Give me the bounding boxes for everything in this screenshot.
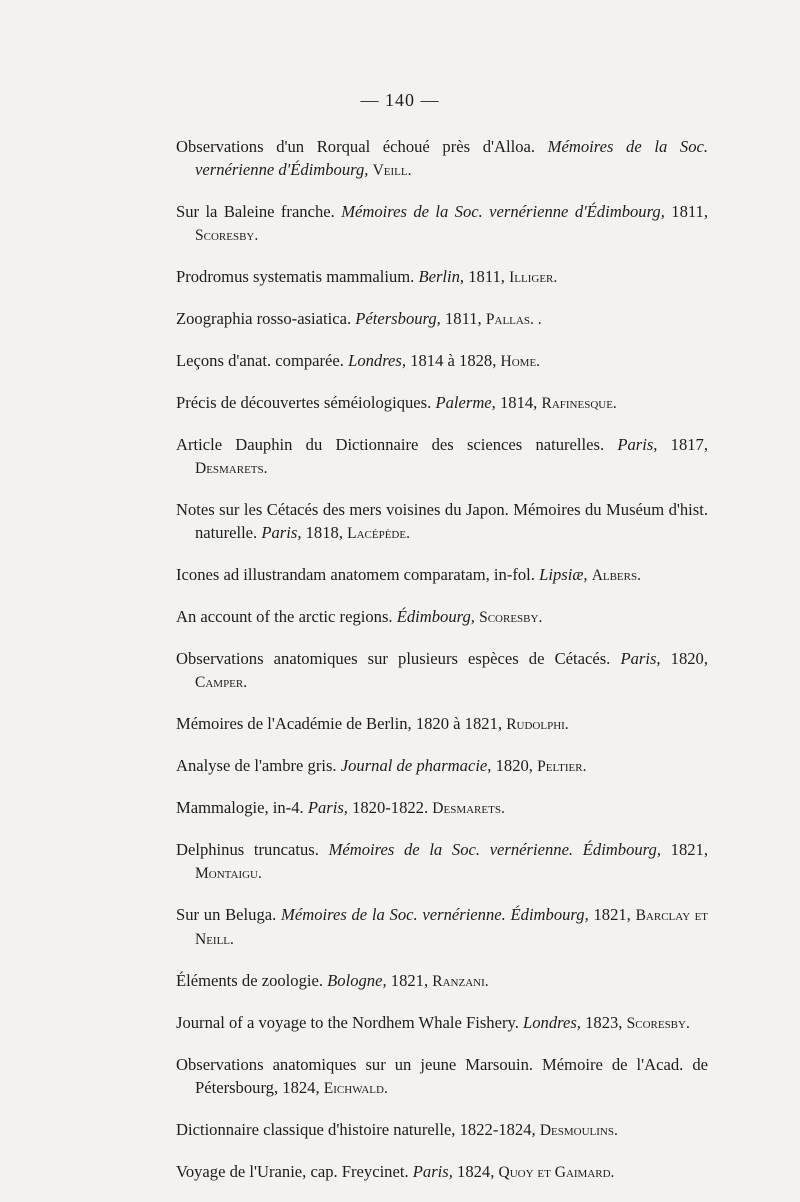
entry-author: Barclay et Neill.: [195, 906, 709, 948]
bibliography-entry: [176, 647, 708, 694]
entry-publication: Mémoires de la Soc. vernérienne. Édimbourg,: [281, 904, 589, 924]
entry-author: Peltier.: [537, 757, 587, 775]
entry-year: 1821,: [593, 904, 631, 924]
entry-publication: Palerme,: [435, 392, 496, 412]
entry-author: Eichwald.: [323, 1079, 388, 1097]
entry-author: Rafinesque.: [541, 394, 617, 412]
entry-publication: Pétersbourg,: [355, 308, 441, 328]
entry-publication: Mémoires de la Soc. vernérienne d'Édimbourg,: [195, 136, 708, 179]
entry-title: Analyse de l'ambre gris.: [176, 755, 337, 775]
entry-author: Scoresby.: [479, 608, 543, 626]
entry-title: An account of the arctic regions.: [176, 606, 393, 626]
entry-title: Observations d'un Rorqual échoué près d'Alloa.: [176, 136, 536, 156]
entry-author: Illiger.: [509, 268, 558, 286]
bibliography-entry: [176, 903, 708, 951]
entry-publication: Paris,: [617, 434, 658, 454]
entry-year: 1823,: [585, 1012, 623, 1032]
entry-publication: Londres,: [523, 1012, 581, 1032]
entry-publication: Berlin,: [418, 266, 465, 286]
entry-year: 1811,: [444, 308, 482, 328]
entry-title: Précis de découvertes séméiologiques.: [176, 392, 432, 412]
entry-author: Quoy et Gaimard.: [498, 1163, 615, 1181]
entry-year: 1814,: [499, 392, 538, 412]
bibliography-entry: [176, 712, 708, 736]
bibliography-entry: [176, 135, 708, 182]
entry-publication: Paris,: [412, 1161, 453, 1181]
entry-year: 1817,: [670, 434, 708, 454]
bibliography-entry: [176, 563, 708, 587]
entry-year: 1822-1824,: [459, 1119, 536, 1139]
entry-publication: Bologne,: [327, 970, 387, 990]
bibliography-entry: [176, 754, 708, 778]
entry-author: Home.: [500, 352, 541, 370]
bibliography-entry: [176, 1011, 708, 1035]
bibliography-entry: [176, 1118, 708, 1142]
entry-publication: Édimbourg,: [396, 606, 475, 626]
entry-author: Camper.: [195, 673, 248, 691]
entry-publication: Journal de pharmacie,: [340, 755, 492, 775]
entry-year: 1824,: [457, 1161, 495, 1181]
entry-title: Notes sur les Cétacés des mers voisines du Japon. Mémoires du Muséum d'hist. naturelle.: [176, 499, 708, 542]
entry-title: Observations anatomiques sur plusieurs espèces de Cétacés.: [176, 648, 611, 668]
entry-publication: Paris,: [261, 522, 302, 542]
entry-year: 1818,: [305, 522, 343, 542]
entry-author: Desmoulins.: [539, 1121, 618, 1139]
entry-year: 1820,: [670, 648, 708, 668]
entry-title: Sur un Beluga.: [176, 904, 277, 924]
entry-publication: Paris,: [620, 648, 661, 668]
entry-title: Article Dauphin du Dictionnaire des sciences naturelles.: [176, 434, 605, 454]
entry-title: Delphinus truncatus.: [176, 839, 319, 859]
entry-publication: Mémoires de la Soc. vernérienne. Édimbourg,: [328, 839, 661, 859]
entry-year: 1821,: [670, 839, 708, 859]
entry-title: Éléments de zoologie.: [176, 970, 323, 990]
bibliography-entry: [176, 265, 708, 289]
bibliography-entry: [176, 605, 708, 629]
entry-author: Ranzani.: [432, 972, 489, 990]
entry-title: Dictionnaire classique d'histoire naturelle,: [176, 1119, 456, 1139]
bibliography-entry: [176, 433, 708, 480]
bibliography-entry: [176, 969, 708, 993]
bibliography-entry: [176, 498, 708, 545]
bibliography-entry: [176, 349, 708, 373]
entry-title: Sur la Baleine franche.: [176, 201, 335, 221]
bibliography-entry: [176, 1053, 708, 1100]
entry-author: Albers.: [591, 566, 641, 584]
entry-author: Veill.: [372, 161, 412, 179]
entry-title: Leçons d'anat. comparée.: [176, 350, 344, 370]
entry-author: Montaigu.: [195, 864, 262, 882]
entry-author: Desmarets.: [195, 459, 268, 477]
entry-year: 1820,: [495, 755, 533, 775]
entry-publication: Londres,: [348, 350, 407, 370]
entry-author: Rudolphi.: [506, 715, 569, 733]
entry-year: 1811,: [671, 201, 709, 221]
entry-author: Scoresby.: [195, 226, 259, 244]
bibliography-entry: [176, 796, 708, 820]
entry-publication: Paris,: [307, 797, 348, 817]
bibliography-entry: [176, 307, 708, 331]
entry-title: Voyage de l'Uranie, cap. Freycinet.: [176, 1161, 409, 1181]
entry-title: Mammalogie, in-4.: [176, 797, 304, 817]
bibliography-entry: [176, 838, 708, 885]
entry-title: Observations anatomiques sur un jeune Marsouin. Mémoire de l'Acad. de Pétersbourg,: [176, 1054, 708, 1097]
bibliography-list: [176, 118, 708, 1202]
entry-year: 1811,: [468, 266, 505, 286]
entry-title: Icones ad illustrandam anatomem comparatam, in-fol.: [176, 564, 535, 584]
entry-title: Zoographia rosso-asiatica.: [176, 308, 352, 328]
entry-year: 1820-1822.: [352, 797, 429, 817]
entry-author: Lacépède.: [347, 524, 410, 542]
entry-publication: Mémoires de la Soc. vernérienne d'Édimbourg,: [341, 201, 665, 221]
page-number: — 140 —: [360, 90, 440, 110]
entry-author: Scoresby.: [626, 1014, 690, 1032]
entry-author: Pallas. .: [485, 310, 542, 328]
entry-title: Journal of a voyage to the Nordhem Whale Fishery.: [176, 1012, 519, 1032]
entry-year: 1824,: [282, 1077, 320, 1097]
bibliography-entry: [176, 200, 708, 247]
entry-title: Prodromus systematis mammalium.: [176, 266, 415, 286]
entry-year: 1814 à 1828,: [410, 350, 497, 370]
entry-title: Mémoires de l'Académie de Berlin, 1820 à 1821,: [176, 713, 503, 733]
entry-author: Desmarets.: [432, 799, 505, 817]
entry-publication: Lipsiæ,: [539, 564, 588, 584]
entry-year: 1821,: [390, 970, 429, 990]
bibliography-entry: [176, 391, 708, 415]
